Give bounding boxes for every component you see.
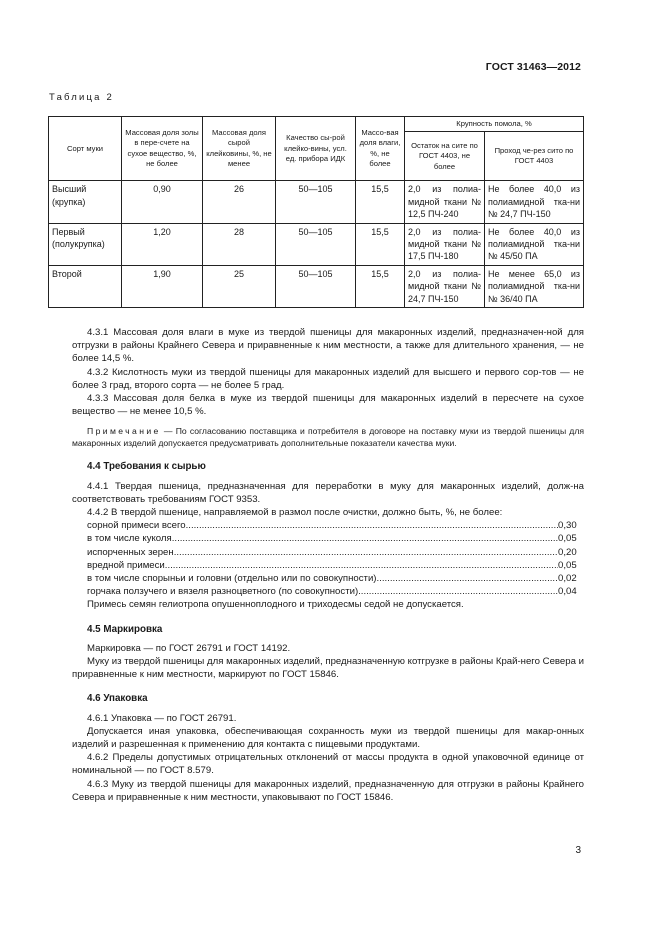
cell-moisture: 15,5 [356, 181, 405, 223]
paragraph-4-4-2: 4.4.2 В твердой пшенице, направляемой в размол после очистки, должно быть, %, не более: [87, 507, 503, 519]
impurity-value: 0,05 [558, 533, 577, 545]
impurity-value: 0,20 [558, 546, 577, 558]
dot-leader [172, 532, 558, 545]
dot-leader [377, 572, 559, 585]
dot-leader [186, 519, 558, 532]
header-residue: Остаток на сите по ГОСТ 4403, не более [405, 132, 485, 181]
paragraph-4-6-1: 4.6.1 Упаковка — по ГОСТ 26791. [87, 712, 237, 724]
cell-gluten-quality: 50—105 [276, 181, 356, 223]
cell-gluten-mass: 25 [203, 265, 276, 307]
cell-residue: 2,0 из полиа-мидной ткани № 24,7 ПЧ-150 [405, 265, 485, 307]
section-heading-4-6: 4.6 Упаковка [87, 693, 148, 705]
dot-leader [165, 559, 558, 572]
impurity-line [87, 519, 584, 532]
flour-quality-table [48, 116, 584, 308]
header-sort: Сорт муки [49, 117, 122, 181]
document-body [72, 326, 584, 804]
cell-gluten-quality: 50—105 [276, 223, 356, 265]
impurity-label: испорченных зерен [87, 546, 174, 558]
header-moisture: Массо-вая доля влаги, %, не более [356, 117, 405, 181]
section-heading-4-5: 4.5 Маркировка [87, 623, 163, 635]
header-through: Проход че-рез сито по ГОСТ 4403 [485, 132, 584, 181]
impurity-label: в том числе спорыньи и головни (отдельно или по совокупности) [87, 573, 377, 585]
cell-ash: 1,90 [122, 265, 203, 307]
paragraph-4-6-2: 4.6.2 Пределы допустимых отрицательных отклонений от массы продукта в одной упаковочной единице от номинальной — по ГОСТ 8.579. [72, 752, 584, 777]
cell-through: Не менее 65,0 из полиамидной тка-ни № 36/40 ПА [485, 265, 584, 307]
note-text: — По согласованию поставщика и потребителя в договоре на поставку муки из твердой пшеницы для макаронных изделий допускается предусматривать дополнительные показатели качества муки. [72, 426, 584, 449]
table-caption: Таблица 2 [49, 92, 114, 103]
impurity-label: в том числе куколя [87, 533, 172, 545]
paragraph-4-6-3: 4.6.3 Муку из твердой пшеницы для макаронных изделий, предназначенную для отгрузки в районы Крайнего Севера и приравненные к ним местности, упаковывают по ГОСТ 15846. [72, 778, 584, 803]
cell-residue: 2,0 из полиа-мидной ткани № 12,5 ПЧ-240 [405, 181, 485, 223]
header-grind: Крупность помола, % [405, 117, 584, 132]
table-row [49, 223, 584, 265]
impurity-label: сорной примеси всего [87, 520, 186, 532]
impurity-label: горчака ползучего и вязеля разноцветного (по совокупности) [87, 586, 359, 598]
table-row [49, 265, 584, 307]
impurity-line [87, 532, 584, 545]
cell-sort: Высший (крупка) [49, 181, 122, 223]
cell-through: Не более 40,0 из полиамидной тка-ни № 24,7 ПЧ-150 [485, 181, 584, 223]
section-heading-4-4: 4.4 Требования к сырью [87, 461, 206, 473]
cell-ash: 0,90 [122, 181, 203, 223]
cell-gluten-mass: 26 [203, 181, 276, 223]
cell-residue: 2,0 из полиа-мидной ткани № 17,5 ПЧ-180 [405, 223, 485, 265]
impurity-line [87, 572, 584, 585]
dot-leader [174, 546, 558, 559]
cell-sort: Первый (полукрупка) [49, 223, 122, 265]
cell-gluten-mass: 28 [203, 223, 276, 265]
paragraph-4-5-a: Маркировка — по ГОСТ 26791 и ГОСТ 14192. [87, 642, 291, 654]
header-ash: Массовая доля золы в пере-счете на сухое вещество, %, не более [122, 117, 203, 181]
paragraph-4-5-b: Муку из твердой пшеницы для макаронных изделий, предназначенную котгрузке в районы Край-него Севера и приравненные к ним местности, маркируют по ГОСТ 15846. [72, 656, 584, 681]
impurity-line [87, 546, 584, 559]
table-row [49, 181, 584, 223]
note-label: Примечание [87, 426, 161, 437]
cell-moisture: 15,5 [356, 265, 405, 307]
page-number: 3 [575, 845, 581, 856]
paragraph-4-3-1: 4.3.1 Массовая доля влаги в муке из твердой пшеницы для макаронных изделий, предназначен-ной для отгрузки в районы Крайнего Севера и приравненные к ним местности, а также для длительного хранения, — не более 14,5 %. [72, 327, 584, 365]
impurity-line [87, 585, 584, 598]
note [72, 425, 584, 449]
paragraph-4-6-1b: Допускается иная упаковка, обеспечивающая сохранность муки из твердой пшеницы для макар-онных изделий и разрешенная к применению для контакта с пищевыми продуктами. [72, 725, 584, 751]
paragraph-4-4-1: 4.4.1 Твердая пшеница, предназначенная для переработки в муку для макаронных изделий, долж-на соответствовать требованиям ГОСТ 9353. [72, 480, 584, 505]
paragraph-4-3-3: 4.3.3 Массовая доля белка в муке из твердой пшеницы для макаронных изделий в пересчете на сухое вещество — не менее 10,5 %. [72, 393, 584, 418]
dot-leader [358, 585, 558, 598]
impurity-value: 0,02 [558, 573, 577, 585]
cell-moisture: 15,5 [356, 223, 405, 265]
impurity-label: вредной примеси [87, 559, 165, 571]
cell-ash: 1,20 [122, 223, 203, 265]
impurity-value: 0,05 [558, 559, 577, 571]
paragraph-heliotrope: Примесь семян гелиотропа опушенноплодного и триходесмы седой не допускается. [87, 599, 464, 611]
header-gluten-quality: Качество сы-рой клейко-вины, усл. ед. прибора ИДК [276, 117, 356, 181]
header-gluten-mass: Массовая доля сырой клейковины, %, не менее [203, 117, 276, 181]
cell-sort: Второй [49, 265, 122, 307]
paragraph-4-3-2: 4.3.2 Кислотность муки из твердой пшеницы для макаронных изделий для высшего и первого сор-тов — не более 3 град, второго сорта — не более 5 град. [72, 366, 584, 391]
impurity-line [87, 559, 584, 572]
cell-gluten-quality: 50—105 [276, 265, 356, 307]
impurity-value: 0,30 [558, 520, 577, 532]
cell-through: Не более 40,0 из полиамидной тка-ни № 45/50 ПА [485, 223, 584, 265]
impurity-value: 0,04 [558, 586, 577, 598]
standard-number: ГОСТ 31463—2012 [485, 61, 581, 73]
